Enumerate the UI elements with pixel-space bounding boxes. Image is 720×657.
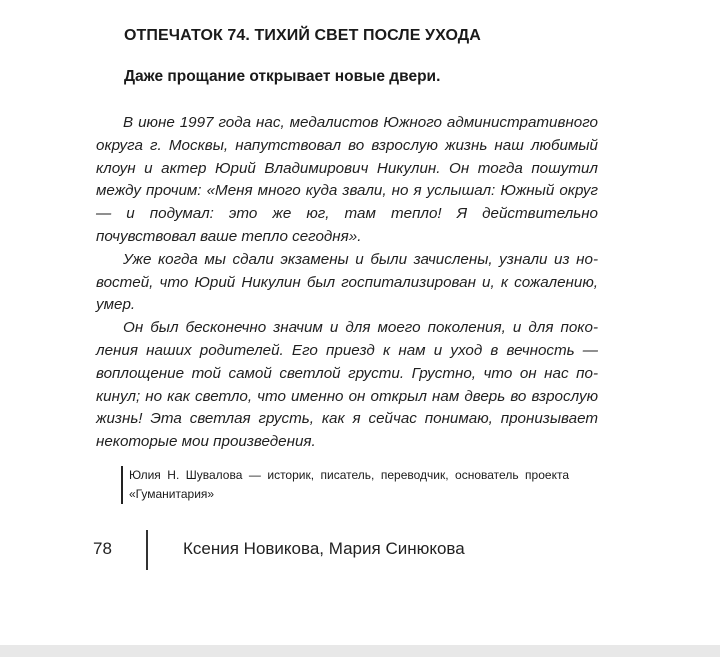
body-text (96, 112, 598, 454)
screen-bottom-bar (0, 645, 720, 657)
chapter-heading: ОТПЕЧАТОК 74. ТИХИЙ СВЕТ ПОСЛЕ УХОДА (124, 27, 481, 44)
paragraph-3: Он был бесконечно значим и для моего поколения, и для поколения наших родителей. Его приезд к нам и уход в вечность — воплощение той самой светлой грусти. Грустно, что он нас покинул; но как светло, что именно он открыл нам дверь во взрослую жизнь! Эта светлая грусть, как я сейчас понимаю, пронизывает некоторые мои произведения. (96, 319, 598, 451)
paragraph-2: Уже когда мы сдали экзамены и были зачислены, узнали из новостей, что Юрий Никулин был госпитализирован и, к сожалению, умер. (96, 250, 598, 314)
page-number: 78 (93, 539, 112, 558)
footer-authors: Ксения Новикова, Мария Синюкова (183, 539, 465, 558)
author-attribution: Юлия Н. Шувалова — историк, писатель, переводчик, основатель проекта «Гуманитария» (121, 466, 569, 504)
paragraph-1: В июне 1997 года нас, медалистов Южного административного округа г. Москвы, напутствовал во взрослую жизнь наш любимый клоун и актер Юрий Владимирович Никулин. Он тогда пошутил между прочим: «Меня много куда звали, но я услышал: Южный округ — и подумал: это же юг, там тепло! Я действительно почувствовал ваше тепло сегодня». (96, 114, 598, 245)
chapter-subtitle: Даже прощание открывает новые двери. (124, 68, 441, 85)
footer-divider (146, 530, 148, 570)
